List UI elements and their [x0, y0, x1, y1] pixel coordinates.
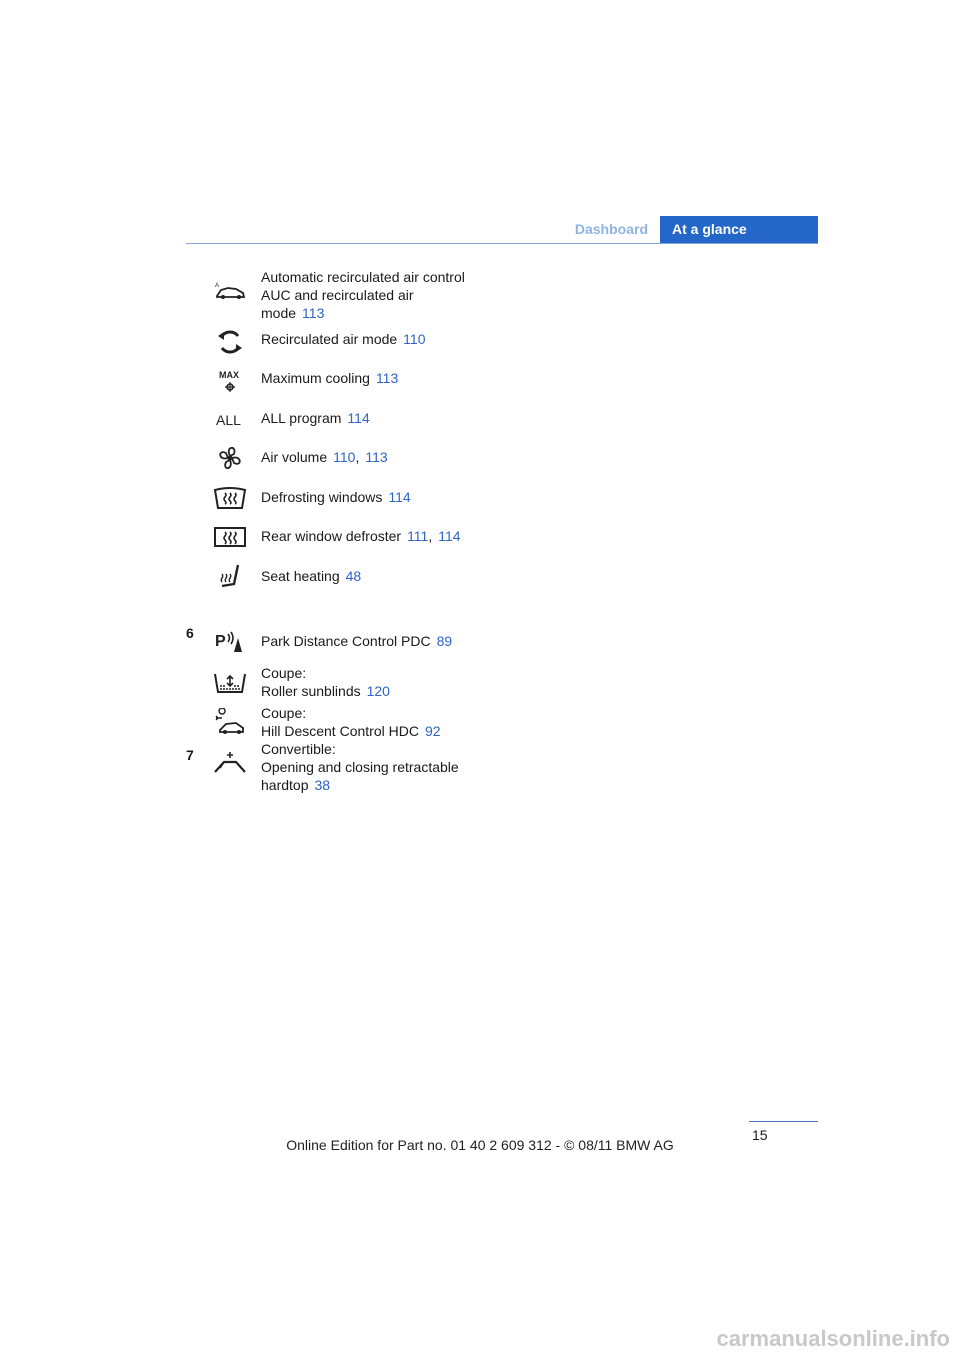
entry-auc	[261, 268, 501, 322]
rear-defrost-icon	[212, 522, 248, 552]
page-ref-link[interactable]: 120	[366, 683, 390, 699]
page-ref-link[interactable]: 92	[424, 723, 441, 739]
pdc-icon	[212, 626, 248, 656]
svg-text:A: A	[215, 283, 220, 289]
entry-defrosting	[261, 488, 501, 506]
item-number: 6	[186, 625, 194, 641]
watermark: carmanualsonline.info	[716, 1326, 950, 1351]
entry-line: Convertible:	[261, 741, 336, 757]
page-ref-link[interactable]: 113	[365, 449, 388, 465]
fan-icon	[212, 443, 248, 473]
entry-line: Hill Descent Control HDC	[261, 723, 419, 739]
seat-heating-icon	[212, 562, 248, 592]
page-ref-link[interactable]: 48	[345, 568, 362, 584]
page-header	[186, 216, 818, 244]
svg-text:MAX: MAX	[219, 370, 239, 380]
entry-recirculated-air	[261, 330, 501, 348]
page-ref-link[interactable]: 89	[436, 633, 453, 649]
entry-line: Coupe:	[261, 705, 307, 721]
entry-air-volume: Air volume 110, 113	[261, 449, 388, 465]
entry-line: Roller sunblinds	[261, 683, 361, 699]
page-ref-link[interactable]: 113	[375, 370, 399, 386]
max-cooling-icon	[212, 366, 248, 396]
hardtop-icon	[212, 748, 248, 778]
page-ref-link[interactable]: 111	[407, 528, 429, 544]
entry-seat-heating	[261, 567, 501, 585]
page-ref-link[interactable]: 114	[347, 410, 370, 426]
page-ref-link[interactable]: 113	[302, 305, 325, 321]
entry-line: Coupe:	[261, 665, 307, 681]
entry-line: mode	[261, 305, 297, 321]
page-number-rule	[749, 1121, 818, 1122]
page-ref-link[interactable]: 110	[333, 449, 356, 465]
entry-hardtop	[261, 740, 501, 794]
entry-line: hardtop	[261, 777, 309, 793]
auc-car-icon	[212, 276, 248, 306]
page-ref-link[interactable]: 38	[314, 777, 331, 793]
entry-line: Seat heating	[261, 568, 340, 584]
entry-line: Air volume	[261, 449, 328, 465]
entry-line: ALL program	[261, 410, 342, 426]
header-rule	[186, 243, 818, 244]
entry-line: AUC and recirculated air	[261, 287, 414, 303]
entry-line: Maximum cooling	[261, 370, 370, 386]
entry-line: Recirculated air mode	[261, 331, 398, 347]
hdc-icon	[212, 708, 248, 738]
page-number: 15	[752, 1127, 768, 1143]
entry-rear-defroster: Rear window defroster 111, 114	[261, 528, 461, 544]
page-ref-link[interactable]: 110	[403, 331, 426, 347]
entry-line: Automatic recirculated air control	[261, 269, 465, 285]
entry-all-program	[261, 409, 501, 427]
entry-line: Opening and closing retractable	[261, 759, 459, 775]
page-ref-link[interactable]: 114	[438, 528, 461, 544]
item-number: 7	[186, 747, 194, 763]
entry-hdc	[261, 704, 501, 740]
entry-roller-sunblinds	[261, 664, 501, 700]
recirculation-icon	[212, 327, 248, 357]
roller-sunblind-icon	[212, 668, 248, 698]
page-ref-link[interactable]: 114	[388, 489, 411, 505]
header-tab: At a glance	[660, 216, 818, 243]
entry-line: Park Distance Control PDC	[261, 633, 431, 649]
windshield-defrost-icon	[212, 483, 248, 513]
header-section: Dashboard	[574, 221, 648, 237]
svg-text:ALL: ALL	[216, 412, 241, 428]
entry-pdc	[261, 632, 501, 650]
entry-line: Rear window defroster	[261, 528, 402, 544]
svg-text:P: P	[215, 633, 226, 650]
entry-line: Defrosting windows	[261, 489, 383, 505]
footer-edition: Online Edition for Part no. 01 40 2 609 312 - © 08/11 BMW AG	[286, 1137, 674, 1153]
entry-max-cooling	[261, 369, 501, 387]
all-program-icon	[212, 405, 248, 435]
